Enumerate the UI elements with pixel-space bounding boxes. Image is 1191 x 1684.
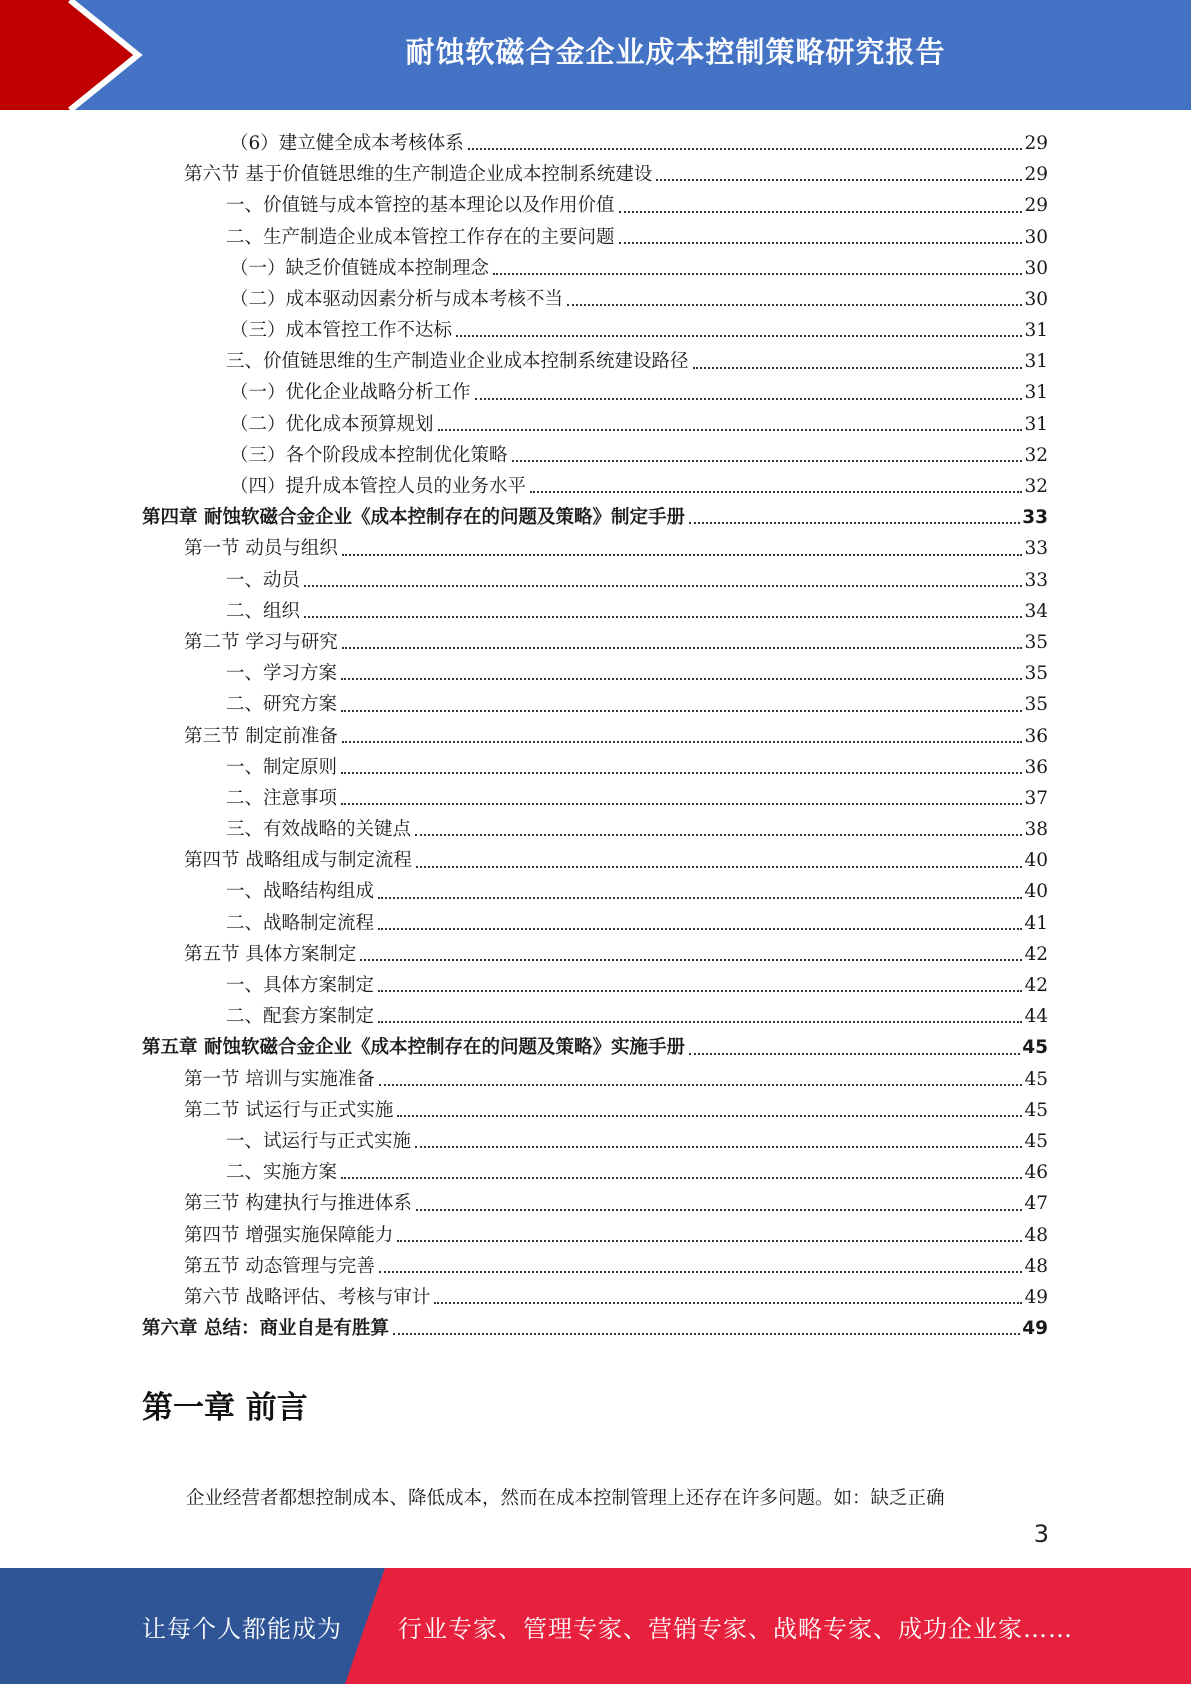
toc-entry[interactable] <box>142 1282 1048 1313</box>
toc-entry-page: 42 <box>1024 943 1048 965</box>
footer-slogan-left: 让每个人都能成为 <box>142 1614 342 1643</box>
toc-entry-page: 38 <box>1024 819 1048 841</box>
toc-entry[interactable] <box>142 222 1048 253</box>
toc-entry-label: 第五章 耐蚀软磁合金企业《成本控制存在的问题及策略》实施手册 <box>142 1037 685 1059</box>
toc-entry-label: 第三节 构建执行与推进体系 <box>184 1193 412 1215</box>
body-paragraph: 企业经营者都想控制成本、降低成本，然而在成本控制管理上还存在许多问题。如：缺乏正确 <box>186 1488 945 1509</box>
toc-entry-page: 29 <box>1024 195 1048 217</box>
toc-entry-page: 49 <box>1024 1286 1048 1308</box>
toc-entry-page: 35 <box>1024 631 1048 653</box>
toc-entry-label: 一、制定原则 <box>226 756 338 778</box>
toc-entry-label: 第一节 培训与实施准备 <box>184 1068 375 1090</box>
toc-dot-leader <box>415 1146 1022 1148</box>
toc-entry[interactable] <box>142 1064 1048 1095</box>
toc-entry-page: 35 <box>1024 663 1048 685</box>
toc-entry[interactable] <box>142 783 1048 814</box>
toc-entry-page: 33 <box>1022 507 1048 529</box>
toc-dot-leader <box>415 834 1022 836</box>
page-number: 3 <box>1033 1520 1049 1548</box>
toc-entry-label: （6）建立健全成本考核体系 <box>230 132 464 154</box>
toc-entry[interactable] <box>142 970 1048 1001</box>
toc-entry[interactable] <box>142 814 1048 845</box>
toc-entry-page: 31 <box>1024 320 1048 342</box>
toc-dot-leader <box>378 897 1022 899</box>
toc-entry-page: 47 <box>1024 1193 1048 1215</box>
toc-entry-page: 29 <box>1024 164 1048 186</box>
toc-dot-leader <box>567 304 1022 306</box>
toc-entry[interactable] <box>142 471 1048 502</box>
footer-slogan-right: 行业专家、管理专家、营销专家、战略专家、成功企业家…… <box>398 1614 1073 1643</box>
toc-entry-label: 第五节 具体方案制定 <box>184 943 357 965</box>
toc-dot-leader <box>397 1240 1022 1242</box>
toc-entry-page: 49 <box>1022 1318 1048 1340</box>
toc-entry-page: 45 <box>1024 1068 1048 1090</box>
toc-entry[interactable] <box>142 1032 1048 1063</box>
toc-dot-leader <box>304 585 1022 587</box>
toc-entry-label: 三、有效战略的关键点 <box>226 819 412 841</box>
toc-entry-page: 46 <box>1024 1162 1048 1184</box>
toc-dot-leader <box>342 741 1023 743</box>
toc-entry-page: 31 <box>1024 413 1048 435</box>
toc-entry-page: 45 <box>1024 1130 1048 1152</box>
toc-entry[interactable] <box>142 1313 1048 1344</box>
toc-entry-label: 二、注意事项 <box>226 787 338 809</box>
toc-entry-page: 31 <box>1024 351 1048 373</box>
toc-dot-leader <box>530 491 1022 493</box>
toc-entry-page: 30 <box>1024 226 1048 248</box>
toc-entry-page: 33 <box>1024 569 1048 591</box>
toc-entry[interactable] <box>142 378 1048 409</box>
toc-dot-leader <box>342 647 1023 649</box>
toc-dot-leader <box>512 460 1023 462</box>
toc-entry-label: （一）缺乏价值链成本控制理念 <box>230 257 490 279</box>
toc-entry[interactable] <box>142 190 1048 221</box>
toc-dot-leader <box>341 772 1022 774</box>
toc-entry-label: 二、配套方案制定 <box>226 1006 375 1028</box>
chapter-heading: 第一章 前言 <box>142 1390 308 1426</box>
toc-entry-page: 30 <box>1024 288 1048 310</box>
toc-entry-label: （二）成本驱动因素分析与成本考核不当 <box>230 288 564 310</box>
toc-dot-leader <box>434 1302 1022 1304</box>
toc-entry[interactable] <box>142 128 1048 159</box>
toc-entry-page: 44 <box>1024 1006 1048 1028</box>
toc-entry-label: 二、实施方案 <box>226 1162 338 1184</box>
toc-dot-leader <box>689 522 1020 524</box>
toc-dot-leader <box>619 211 1023 213</box>
toc-entry[interactable] <box>142 159 1048 190</box>
table-of-contents <box>142 128 1048 1344</box>
toc-entry-label: 一、学习方案 <box>226 663 338 685</box>
toc-entry[interactable] <box>142 565 1048 596</box>
toc-entry-page: 45 <box>1024 1099 1048 1121</box>
toc-entry[interactable] <box>142 877 1048 908</box>
toc-entry[interactable] <box>142 1251 1048 1282</box>
toc-entry-label: 一、具体方案制定 <box>226 975 375 997</box>
report-title: 耐蚀软磁合金企业成本控制策略研究报告 <box>405 34 946 69</box>
toc-entry-label: 二、组织 <box>226 600 301 622</box>
toc-dot-leader <box>341 1177 1022 1179</box>
toc-dot-leader <box>438 429 1023 431</box>
toc-entry-label: 二、研究方案 <box>226 694 338 716</box>
toc-entry-page: 37 <box>1024 787 1048 809</box>
toc-dot-leader <box>378 990 1022 992</box>
toc-entry-page: 29 <box>1024 132 1048 154</box>
toc-entry[interactable] <box>142 752 1048 783</box>
toc-entry[interactable] <box>142 284 1048 315</box>
toc-entry[interactable] <box>142 1001 1048 1032</box>
toc-dot-leader <box>304 616 1022 618</box>
toc-entry[interactable] <box>142 845 1048 876</box>
toc-entry-page: 40 <box>1024 881 1048 903</box>
toc-entry[interactable] <box>142 409 1048 440</box>
toc-entry[interactable] <box>142 1157 1048 1188</box>
toc-entry-page: 32 <box>1024 476 1048 498</box>
toc-dot-leader <box>379 1271 1023 1273</box>
toc-entry[interactable] <box>142 440 1048 471</box>
toc-dot-leader <box>397 1115 1022 1117</box>
toc-entry-label: 第五节 动态管理与完善 <box>184 1255 375 1277</box>
page-header <box>0 0 1191 110</box>
toc-entry-label: 一、试运行与正式实施 <box>226 1130 412 1152</box>
toc-entry[interactable] <box>142 908 1048 939</box>
toc-dot-leader <box>379 1084 1023 1086</box>
toc-entry-page: 48 <box>1024 1255 1048 1277</box>
toc-entry-page: 34 <box>1024 600 1048 622</box>
toc-dot-leader <box>360 959 1022 961</box>
toc-entry-label: 二、生产制造企业成本管控工作存在的主要问题 <box>226 226 615 248</box>
toc-dot-leader <box>416 866 1023 868</box>
toc-entry[interactable] <box>142 721 1048 752</box>
toc-entry[interactable] <box>142 502 1048 533</box>
toc-entry-label: 第一节 动员与组织 <box>184 538 338 560</box>
toc-entry[interactable] <box>142 596 1048 627</box>
toc-dot-leader <box>342 554 1023 556</box>
toc-entry[interactable] <box>142 315 1048 346</box>
toc-entry[interactable] <box>142 1188 1048 1219</box>
toc-dot-leader <box>378 1021 1022 1023</box>
toc-dot-leader <box>656 179 1022 181</box>
toc-entry-label: （二）优化成本预算规划 <box>230 413 434 435</box>
toc-entry-label: 第二节 学习与研究 <box>184 631 338 653</box>
toc-entry-label: （一）优化企业战略分析工作 <box>230 382 471 404</box>
toc-entry[interactable] <box>142 1095 1048 1126</box>
toc-entry-label: 一、战略结构组成 <box>226 881 375 903</box>
toc-entry-page: 45 <box>1022 1037 1048 1059</box>
toc-entry-label: 第六章 总结：商业自是有胜算 <box>142 1318 389 1340</box>
toc-entry-label: 第六节 战略评估、考核与审计 <box>184 1286 431 1308</box>
toc-entry-label: 第六节 基于价值链思维的生产制造企业成本控制系统建设 <box>184 164 653 186</box>
toc-entry-page: 31 <box>1024 382 1048 404</box>
toc-entry-page: 40 <box>1024 850 1048 872</box>
toc-entry[interactable] <box>142 1126 1048 1157</box>
toc-entry-label: 二、战略制定流程 <box>226 912 375 934</box>
toc-entry-label: 一、动员 <box>226 569 301 591</box>
toc-entry-label: 一、价值链与成本管控的基本理论以及作用价值 <box>226 195 615 217</box>
toc-entry-label: （四）提升成本管控人员的业务水平 <box>230 476 527 498</box>
toc-entry-page: 32 <box>1024 444 1048 466</box>
toc-entry-page: 41 <box>1024 912 1048 934</box>
toc-dot-leader <box>341 803 1022 805</box>
toc-entry-label: 第四节 战略组成与制定流程 <box>184 850 412 872</box>
toc-dot-leader <box>378 928 1022 930</box>
toc-dot-leader <box>693 367 1023 369</box>
toc-entry-page: 35 <box>1024 694 1048 716</box>
toc-entry[interactable] <box>142 533 1048 564</box>
toc-dot-leader <box>475 398 1023 400</box>
toc-entry[interactable] <box>142 1220 1048 1251</box>
toc-dot-leader <box>341 678 1022 680</box>
toc-entry-label: 三、价值链思维的生产制造业企业成本控制系统建设路径 <box>226 351 689 373</box>
toc-entry[interactable] <box>142 627 1048 658</box>
toc-entry[interactable] <box>142 939 1048 970</box>
toc-entry-label: 第四节 增强实施保障能力 <box>184 1224 394 1246</box>
toc-entry[interactable] <box>142 658 1048 689</box>
toc-entry-page: 36 <box>1024 756 1048 778</box>
toc-entry-page: 36 <box>1024 725 1048 747</box>
toc-dot-leader <box>341 710 1022 712</box>
toc-dot-leader <box>416 1209 1023 1211</box>
toc-dot-leader <box>493 273 1022 275</box>
toc-dot-leader <box>393 1333 1020 1335</box>
toc-entry-page: 33 <box>1024 538 1048 560</box>
toc-entry[interactable] <box>142 689 1048 720</box>
toc-dot-leader <box>456 335 1022 337</box>
toc-entry-label: （三）各个阶段成本控制优化策略 <box>230 444 508 466</box>
toc-dot-leader <box>689 1053 1020 1055</box>
toc-entry-label: 第三节 制定前准备 <box>184 725 338 747</box>
toc-entry-page: 30 <box>1024 257 1048 279</box>
page-footer <box>0 1568 1191 1684</box>
toc-entry-label: 第四章 耐蚀软磁合金企业《成本控制存在的问题及策略》制定手册 <box>142 507 685 529</box>
toc-dot-leader <box>619 242 1023 244</box>
toc-entry-label: 第二节 试运行与正式实施 <box>184 1099 394 1121</box>
toc-entry-page: 42 <box>1024 975 1048 997</box>
toc-entry-label: （三）成本管控工作不达标 <box>230 320 453 342</box>
toc-entry-page: 48 <box>1024 1224 1048 1246</box>
toc-entry[interactable] <box>142 253 1048 284</box>
toc-entry[interactable] <box>142 346 1048 377</box>
toc-dot-leader <box>468 148 1023 150</box>
